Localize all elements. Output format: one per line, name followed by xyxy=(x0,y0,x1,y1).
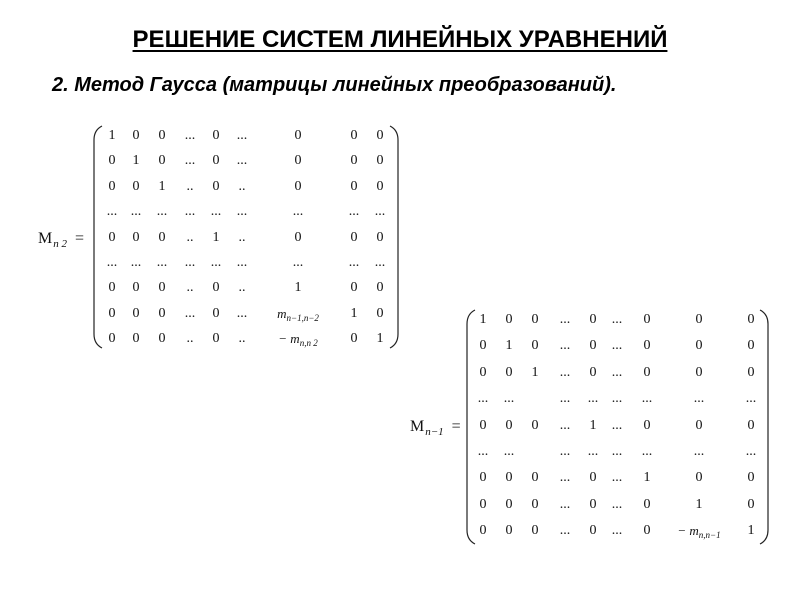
matrix2-cell-r3-c9: 0 xyxy=(747,364,755,380)
matrix1-cell-r5-c9: 0 xyxy=(376,229,384,245)
matrix1-cell-r5-c4: .. xyxy=(186,229,194,245)
matrix1-cell-r7-c6: .. xyxy=(238,280,246,296)
matrix2-cell-r2-c1: 0 xyxy=(479,338,487,354)
matrix2-cell-r9-c1: 0 xyxy=(479,523,487,539)
matrix2-cell-r6-c1: ... xyxy=(477,444,489,459)
matrix2-cell-r9-c2: 0 xyxy=(505,523,513,539)
matrix2-cell-r1-c3: 0 xyxy=(531,312,539,327)
matrix1-cell-r8-c4: ... xyxy=(184,305,196,321)
matrix1-cell-r9-c4: .. xyxy=(186,331,194,347)
matrix2-cell-r3-c2: 0 xyxy=(505,364,513,380)
matrix2-cell-r9-c5: 0 xyxy=(589,523,597,539)
matrix1-cell-r3-c2: 0 xyxy=(132,178,140,194)
matrix2-cell-r8-c3: 0 xyxy=(531,496,539,512)
matrix1-cell-r8-c2: 0 xyxy=(132,305,140,321)
matrix2-cell-r8-c4: ... xyxy=(559,496,571,512)
matrix1-cell-r4-c8: ... xyxy=(348,204,360,220)
matrix1-cell-r4-c5: ... xyxy=(210,204,222,220)
matrix2-cell-r1-c7: 0 xyxy=(643,312,651,327)
matrix2-cell-r6-c2: ... xyxy=(503,444,515,459)
matrix2-cell-r8-c5: 0 xyxy=(589,496,597,512)
matrix1-cell-r3-c8: 0 xyxy=(350,178,358,194)
matrix2-cell-r6-c6: ... xyxy=(611,444,623,459)
matrix2-cell-r9-c7: 0 xyxy=(643,523,651,539)
matrix1-cell-r3-c9: 0 xyxy=(376,178,384,194)
slide-title: РЕШЕНИЕ СИСТЕМ ЛИНЕЙНЫХ УРАВНЕНИЙ xyxy=(132,26,668,53)
matrix1-cell-r4-c7: ... xyxy=(292,204,304,220)
matrix1-cell-r1-c5: 0 xyxy=(212,128,220,143)
matrix2-cell-r4-c4: ... xyxy=(559,391,571,407)
matrix2-cell-r1-c8: 0 xyxy=(695,312,703,327)
matrix2-cell-r1-c1: 1 xyxy=(479,312,487,327)
matrix1-cell-r3-c6: .. xyxy=(238,178,246,194)
matrix1-cell-r6-c6: ... xyxy=(236,255,248,270)
matrix2-cell-r3-c3: 1 xyxy=(531,364,539,380)
matrix1-cell-r4-c6: ... xyxy=(236,204,248,220)
matrix2-cell-r7-c4: ... xyxy=(559,470,571,486)
matrix1-label-subscript: n 2 xyxy=(53,238,67,250)
matrix2-cell-r6-c4: ... xyxy=(559,444,571,459)
matrix1-cell-r7-c7: 1 xyxy=(294,280,302,296)
matrix2-cell-r7-c1: 0 xyxy=(479,470,487,486)
matrix2-cell-r3-c5: 0 xyxy=(589,364,597,380)
matrix1-cell-r5-c6: .. xyxy=(238,229,246,245)
matrix2-cell-r9-c9: 1 xyxy=(747,523,755,539)
matrix2-cell-r6-c5: ... xyxy=(587,444,599,459)
matrix2-cell-r3-c8: 0 xyxy=(695,364,703,380)
matrix2-cell-r7-c6: ... xyxy=(611,470,623,486)
matrix1-cell-r8-c3: 0 xyxy=(158,305,166,321)
matrix2-cell-r2-c7: 0 xyxy=(643,338,651,354)
matrix1-cell-r7-c5: 0 xyxy=(212,280,220,296)
matrix2-cell-r9-c6: ... xyxy=(611,523,623,539)
matrix2-cell-r4-c7: ... xyxy=(641,391,653,407)
matrix2-cell-r7-c7: 1 xyxy=(643,470,651,486)
slide-subtitle: 2. Метод Гаусса (матрицы линейных преобразований). xyxy=(52,74,617,96)
matrix1-cell-r8-c1: 0 xyxy=(108,305,116,321)
matrix1-cell-r6-c3: ... xyxy=(156,255,168,270)
matrix2-cell-r3-c1: 0 xyxy=(479,364,487,380)
matrix1-cell-r2-c7: 0 xyxy=(294,153,302,169)
matrix1-cell-r1-c3: 0 xyxy=(158,128,166,143)
matrix2-left-bracket xyxy=(467,310,475,544)
matrix2 xyxy=(465,308,770,546)
matrix1-cell-r1-c6: ... xyxy=(236,128,248,143)
matrix1-cell-r3-c7: 0 xyxy=(294,178,302,194)
matrix1-cell-r2-c6: ... xyxy=(236,153,248,169)
matrix2-cell-r9-c8: − $m_{n,n-1}$ xyxy=(677,523,721,541)
matrix1-cell-r5-c7: 0 xyxy=(294,229,302,245)
matrix1-equals: = xyxy=(74,230,85,247)
matrix2-cell-r4-c5: ... xyxy=(587,391,599,407)
matrix2-cell-r4-c1: ... xyxy=(477,391,489,407)
matrix1-cell-r9-c5: 0 xyxy=(212,331,220,347)
matrix1 xyxy=(92,124,400,350)
matrix1-cell-r6-c1: ... xyxy=(106,255,118,270)
matrix2-cell-r6-c7: ... xyxy=(641,444,653,459)
matrix2-cell-r3-c7: 0 xyxy=(643,364,651,380)
matrix1-cell-r7-c4: .. xyxy=(186,280,194,296)
matrix2-right-bracket xyxy=(760,310,768,544)
matrix1-cell-r8-c8: 1 xyxy=(350,305,358,321)
matrix1-cell-r6-c4: ... xyxy=(184,255,196,270)
matrix2-cell-r3-c6: ... xyxy=(611,364,623,380)
matrix1-cell-r5-c3: 0 xyxy=(158,229,166,245)
matrix1-cell-r6-c9: ... xyxy=(374,255,386,270)
matrix1-cell-r9-c7: − $m_{n,n 2}$ xyxy=(278,331,318,349)
matrix1-cell-r9-c6: .. xyxy=(238,331,246,347)
matrix1-cell-r7-c1: 0 xyxy=(108,280,116,296)
matrix1-cell-r9-c9: 1 xyxy=(376,331,384,347)
matrix2-cell-r1-c9: 0 xyxy=(747,312,755,327)
matrix1-cell-r8-c5: 0 xyxy=(212,305,220,321)
matrix1-label-letter: M xyxy=(38,230,53,247)
matrix2-cell-r5-c2: 0 xyxy=(505,417,513,433)
matrix2-cell-r4-c9: ... xyxy=(745,391,757,407)
matrix1-cell-r6-c8: ... xyxy=(348,255,360,270)
matrix1-cell-r3-c3: 1 xyxy=(158,178,166,194)
matrix2-cell-r2-c3: 0 xyxy=(531,338,539,354)
matrix2-cell-r2-c4: ... xyxy=(559,338,571,354)
matrix1-cell-r9-c3: 0 xyxy=(158,331,166,347)
matrix1-cell-r2-c9: 0 xyxy=(376,153,384,169)
matrix2-cell-r2-c6: ... xyxy=(611,338,623,354)
matrix1-cell-r6-c2: ... xyxy=(130,255,142,270)
matrix2-cell-r1-c2: 0 xyxy=(505,312,513,327)
matrix2-cell-r8-c2: 0 xyxy=(505,496,513,512)
matrix1-cell-r7-c3: 0 xyxy=(158,280,166,296)
matrix2-cell-r5-c6: ... xyxy=(611,417,623,433)
matrix1-cell-r3-c5: 0 xyxy=(212,178,220,194)
matrix2-cell-r8-c1: 0 xyxy=(479,496,487,512)
matrix1-cell-r4-c3: ... xyxy=(156,204,168,220)
matrix1-cell-r4-c2: ... xyxy=(130,204,142,220)
matrix1-cell-r3-c4: .. xyxy=(186,178,194,194)
matrix1-cell-r9-c1: 0 xyxy=(108,331,116,347)
matrix2-cell-r9-c3: 0 xyxy=(531,523,539,539)
matrix1-cell-r4-c1: ... xyxy=(106,204,118,220)
matrix1-cell-r2-c3: 0 xyxy=(158,153,166,169)
matrix1-cell-r2-c1: 0 xyxy=(108,153,116,169)
matrix1-cell-r5-c1: 0 xyxy=(108,229,116,245)
matrix1-cell-r7-c8: 0 xyxy=(350,280,358,296)
matrix1-cell-r2-c5: 0 xyxy=(212,153,220,169)
matrix2-cell-r2-c9: 0 xyxy=(747,338,755,354)
matrix2-cell-r2-c5: 0 xyxy=(589,338,597,354)
matrix1-cell-r5-c8: 0 xyxy=(350,229,358,245)
matrix1-cell-r9-c2: 0 xyxy=(132,331,140,347)
matrix2-cell-r7-c8: 0 xyxy=(695,470,703,486)
matrix1-cell-r7-c2: 0 xyxy=(132,280,140,296)
matrix1-cell-r1-c8: 0 xyxy=(350,128,358,143)
matrix1-cell-r1-c2: 0 xyxy=(132,128,140,143)
matrix2-cell-r5-c1: 0 xyxy=(479,417,487,433)
matrix1-cell-r4-c9: ... xyxy=(374,204,386,220)
matrix1-cell-r3-c1: 0 xyxy=(108,178,116,194)
matrix2-cell-r5-c5: 1 xyxy=(589,417,597,433)
matrix2-cell-r2-c8: 0 xyxy=(695,338,703,354)
matrix2-cell-r7-c5: 0 xyxy=(589,470,597,486)
matrix2-cell-r6-c8: ... xyxy=(693,444,705,459)
matrix1-cell-r2-c4: ... xyxy=(184,153,196,169)
matrix2-cell-r5-c3: 0 xyxy=(531,417,539,433)
matrix2-cell-r8-c6: ... xyxy=(611,496,623,512)
matrix1-cell-r8-c9: 0 xyxy=(376,305,384,321)
matrix2-cell-r1-c4: ... xyxy=(559,312,571,327)
matrix2-cell-r4-c8: ... xyxy=(693,391,705,407)
matrix1-cell-r7-c9: 0 xyxy=(376,280,384,296)
matrix1-cell-r2-c2: 1 xyxy=(132,153,140,169)
matrix2-cell-r8-c8: 1 xyxy=(695,496,703,512)
matrix1-right-bracket xyxy=(390,126,398,348)
matrix2-cell-r4-c2: ... xyxy=(503,391,515,407)
matrix1-left-bracket xyxy=(94,126,102,348)
matrix2-equals: = xyxy=(451,418,461,435)
matrix1-cell-r5-c5: 1 xyxy=(212,229,220,245)
matrix2-cell-r9-c4: ... xyxy=(559,523,571,539)
matrix2-cell-r5-c7: 0 xyxy=(643,417,651,433)
matrix2-cell-r7-c2: 0 xyxy=(505,470,513,486)
matrix2-cell-r4-c6: ... xyxy=(611,391,623,407)
matrix2-cell-r5-c9: 0 xyxy=(747,417,755,433)
matrix1-cell-r4-c4: ... xyxy=(184,204,196,220)
matrix2-cell-r6-c9: ... xyxy=(745,444,757,459)
matrix2-cell-r7-c9: 0 xyxy=(747,470,755,486)
matrix2-cell-r5-c8: 0 xyxy=(695,417,703,433)
matrix2-cell-r3-c4: ... xyxy=(559,364,571,380)
matrix1-cell-r2-c8: 0 xyxy=(350,153,358,169)
matrix2-cell-r5-c4: ... xyxy=(559,417,571,433)
matrix2-label-subscript: n−1 xyxy=(425,426,444,438)
matrix1-cell-r8-c7: $m_{n-1,n-2}$ xyxy=(277,305,319,323)
matrix2-cell-r2-c2: 1 xyxy=(505,338,513,354)
matrix2-cell-r7-c3: 0 xyxy=(531,470,539,486)
matrix1-cell-r5-c2: 0 xyxy=(132,229,140,245)
matrix1-cell-r6-c7: ... xyxy=(292,255,304,270)
matrix1-cell-r9-c8: 0 xyxy=(350,331,358,347)
matrix2-cell-r1-c5: 0 xyxy=(589,312,597,327)
matrix1-cell-r1-c9: 0 xyxy=(376,128,384,143)
matrix1-cell-r1-c7: 0 xyxy=(294,128,302,143)
matrix1-cell-r1-c4: ... xyxy=(184,128,196,143)
matrix2-label xyxy=(410,418,461,436)
matrix1-label xyxy=(38,230,84,248)
matrix2-cell-r8-c7: 0 xyxy=(643,496,651,512)
matrix1-cell-r1-c1: 1 xyxy=(108,128,116,143)
matrix2-label-letter: M xyxy=(410,418,425,435)
matrix2-cell-r1-c6: ... xyxy=(611,312,623,327)
matrix1-cell-r6-c5: ... xyxy=(210,255,222,270)
matrix2-cell-r8-c9: 0 xyxy=(747,496,755,512)
matrix1-cell-r8-c6: ... xyxy=(236,305,248,321)
